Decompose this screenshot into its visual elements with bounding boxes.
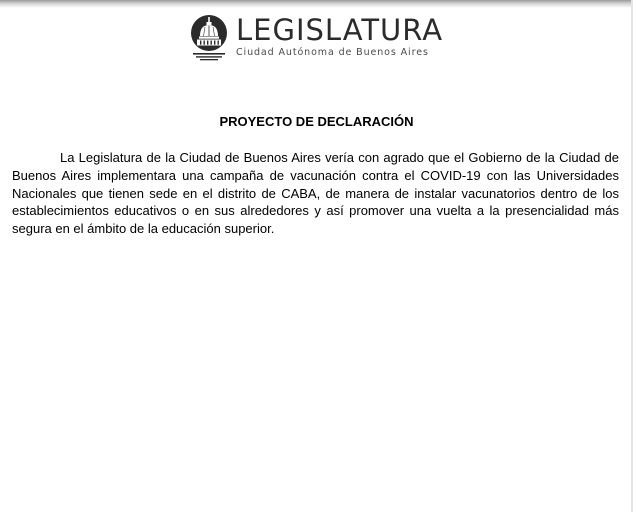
brand-block — [236, 14, 443, 59]
dome-building-icon — [190, 14, 228, 62]
document-body: La Legislatura de la Ciudad de Buenos Aires vería con agrado que el Gobierno de la Ciudad de Buenos Aires implementara una campaña de vacunación contra el COVID-19 con las Universidades Nacionales que tienen sede en el distrito de CABA, de manera de instalar vacunatorios dentro de los establecimientos educativos o en sus alrededores y así promover una vuelta a la presencialidad más segura en el ámbito de la educación superior. — [12, 150, 619, 237]
brand-subtitle: Ciudad Autónoma de Buenos Aires — [236, 47, 429, 58]
brand-title: LEGISLATURA — [236, 13, 444, 47]
letterhead — [190, 14, 443, 64]
page-top-edge — [0, 0, 633, 8]
document-title: PROYECTO DE DECLARACIÓN — [219, 114, 414, 129]
